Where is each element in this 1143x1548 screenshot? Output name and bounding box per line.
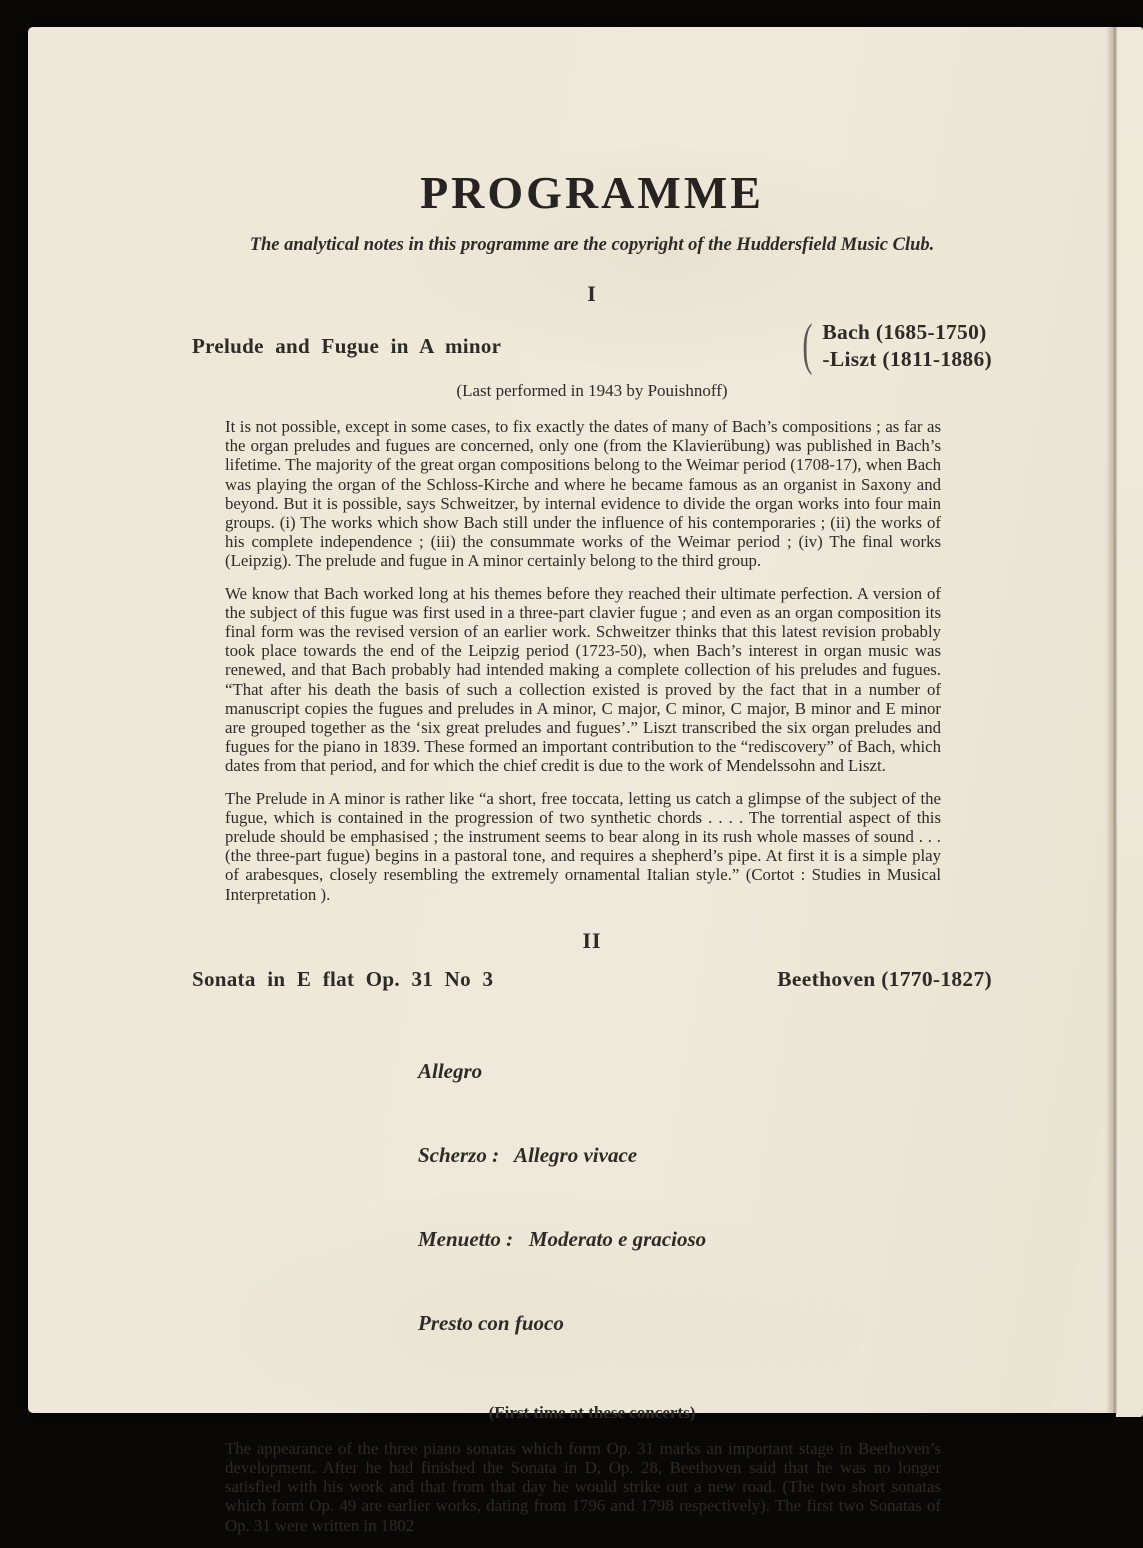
programme-page: [28, 27, 1143, 1535]
composer-group-2: [777, 966, 992, 993]
composer-names-1: [822, 319, 992, 373]
movement-line: Menuetto : Moderato e gracioso: [418, 1226, 707, 1251]
analytical-note-paragraph: The appearance of the three piano sonatas which form Op. 31 marks an important stage in Beethoven’s development. After he had finished the Sonata in D, Op. 28, Beethoven said that he was no longer satisfied with his work and that from that day he would strike out a new road. (The two short sonatas which form Op. 49 are earlier works, dating from 1796 and 1798 respectively). The first two Sonatas of Op. 31 were written in 1802: [225, 1438, 941, 1535]
work-title-2: Sonata in E flat Op. 31 No 3: [192, 966, 494, 991]
section-1-numeral: I: [587, 281, 597, 306]
section-2-numeral: II: [582, 927, 602, 953]
movement-line: Presto con fuoco: [418, 1310, 564, 1335]
analytical-note-paragraph: The Prelude in A minor is rather like “a short, free toccata, letting us catch a glimpse of the subject of the fugue, which is contained in the progression of two synthetic chords . . . . The torrential aspect of this prelude should be emphasised ; the instrument seems to bear along in its rush whole masses of sound . . . (the three-part fugue) begins in a pastoral tone, and requires a shepherd’s pipe. At first it is a simple play of arabesques, closely resembling the extremely ornamental Italian style.” (Cortot : Studies in Musical Interpretation ).: [225, 788, 941, 904]
movement-line: Allegro: [418, 1058, 483, 1083]
page-fold-crease: [1106, 27, 1118, 1413]
performance-note-1: (Last performed in 1943 by Pouishnoff): [456, 381, 728, 400]
page-title: PROGRAMME: [420, 167, 764, 218]
analytical-note-paragraph: It is not possible, except in some cases, to fix exactly the dates of many of Bach’s compositions ; as far as the organ preludes and fugues are concerned, only one (from the Klavierübung) was published in Bach’s lifetime. The majority of the great organ compositions belong to the Weimar period (1708-17), when Bach was playing the organ of the Schloss-Kirche and where he became famous as an organist in Saxony and beyond. But it is possible, says Schweitzer, by internal evidence to divide the organ works into four main groups. (i) The works which show Bach still under the influence of his contemporaries ; (ii) the works of his complete independence ; (iii) the consummate works of the Weimar period ; (iv) The final works (Leipzig). The prelude and fugue in A minor certainly belong to the third group.: [225, 417, 941, 571]
brace-glyph: (: [802, 313, 813, 377]
performance-note-2: (First time at these concerts): [488, 1402, 696, 1422]
copyright-note: The analytical notes in this programme are the copyright of the Huddersfield Music Club.: [249, 235, 935, 255]
analytical-note-paragraph: We know that Bach worked long at his themes before they reached their ultimate perfection. A version of the subject of this fugue was first used in a three-part clavier fugue ; and even as an organ composition its final form was the revised version of an earlier work. Schweitzer thinks that this latest revision probably took place towards the end of the Leipzig period (1723-50), when Bach’s interest in organ music was renewed, and that Bach probably had intended making a complete collection of his preludes and fugues. “That after his death the basis of such a collection existed is proved by the fact that in a number of manuscript copies the fugues and preludes in A minor, C major, C minor, C major, B minor and E minor are grouped together as the ‘six great preludes and fugues’.” Liszt transcribed the six organ preludes and fugues for the piano in 1839. These formed an important contribution to the “rediscovery” of Bach, which dates from that period, and for which the chief credit is due to the work of Mendelssohn and Liszt.: [225, 583, 941, 776]
composer-line: Beethoven (1770-1827): [777, 966, 992, 991]
composer-line: -Liszt (1811-1886): [822, 347, 992, 371]
section-2-heading: [192, 966, 992, 993]
work-title-1: Prelude and Fugue in A minor: [192, 333, 502, 358]
movement-list: [418, 1001, 992, 1393]
page-fore-edge: [1116, 31, 1143, 1417]
composer-group-1: [802, 313, 992, 377]
page-content: [192, 27, 992, 1548]
section-2: [192, 927, 992, 1535]
composer-names-2: [777, 966, 992, 993]
composer-line: Bach (1685-1750): [822, 320, 987, 344]
movement-line: Scherzo : Allegro vivace: [418, 1142, 638, 1167]
section-1-heading: [192, 313, 992, 377]
section-1: [192, 283, 992, 904]
